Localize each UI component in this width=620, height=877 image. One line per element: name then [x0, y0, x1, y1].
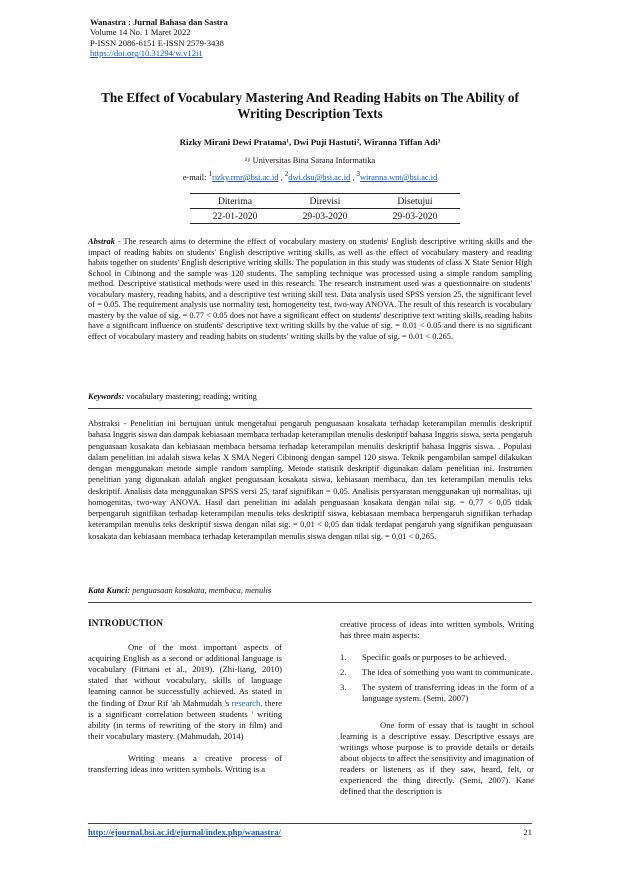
section-heading-introduction: INTRODUCTION — [88, 619, 164, 629]
divider — [88, 408, 532, 409]
email-prefix: e-mail: — [182, 172, 209, 182]
intro-paragraph-2: Writing means a creative process of transferring ideas into written symbols. Writing is a — [88, 752, 282, 775]
email-2-link[interactable]: dwi.dsu@bsi.ac.id — [288, 172, 351, 182]
date-approved: 29-03-2020 — [370, 209, 460, 224]
dates-header-row — [190, 194, 460, 209]
journal-doi-link[interactable]: https://doi.org/10.31294/w.v12i1 — [90, 48, 203, 59]
list-item — [340, 652, 534, 663]
date-header-approved: Disetujui — [370, 194, 460, 209]
email-3-link[interactable]: wiranna.wnt@bsi.ac.id — [360, 172, 438, 182]
date-header-revised: Direvisi — [280, 194, 370, 209]
list-item-text: The idea of something you want to communicate. — [362, 667, 533, 678]
abstract-label: Abstrak — [88, 237, 115, 246]
intro-paragraph-1 — [88, 642, 282, 742]
writing-aspects-list — [340, 652, 534, 704]
list-item-text: Specific goals or purposes to be achieved. — [362, 652, 507, 663]
date-header-received: Diterima — [190, 194, 280, 209]
email-3-sup: 3 — [356, 170, 360, 178]
paragraph-gap — [340, 709, 534, 720]
keywords-label: Keywords: — [88, 392, 125, 401]
submission-dates-table — [190, 193, 460, 224]
abstract-english — [88, 237, 532, 342]
paper-title: The Effect of Vocabulary Mastering And Reading Habits on The Ability of Writing Description Texts — [101, 90, 519, 121]
keywords — [88, 392, 532, 401]
date-received: 22-01-2020 — [190, 209, 280, 224]
divider — [88, 602, 532, 603]
journal-volume: Volume 14 No. 1 Maret 2022 — [90, 27, 191, 38]
list-item — [340, 667, 534, 678]
footer-journal-link[interactable]: http://ejournal.bsi.ac.id/ejurnal/index.php/wanastra/ — [88, 827, 281, 837]
author-list: Rizky Mirani Dewi Pratama¹, Dwi Puji Hastuti², Wiranna Tiffan Adi³ — [179, 137, 441, 147]
affiliation: ¹ʲʳ Universitas Bina Sarana Informatika — [244, 156, 376, 165]
date-revised: 29-03-2020 — [280, 209, 370, 224]
email-1-link[interactable]: rizky.rmr@bsi.ac.id — [212, 172, 279, 182]
list-item — [340, 682, 534, 704]
paragraph-gap — [340, 641, 534, 652]
intro-p1-start: One of the most important aspects of acquiring English as a second or additional language is vocabulary (Fitriani et al., 2019). (Zhi-liang, 2010) stated that without vocabulary, skills of language learning cannot be successfully achieved. As stated in the finding of Dzur Rif 'ah Mahmudah 's — [88, 642, 282, 708]
intro-paragraph-3: creative process of ideas into written symbols. Writing has three main aspects: — [340, 619, 534, 641]
kata-kunci-label: Kata Kunci: — [88, 586, 131, 595]
column-right — [340, 619, 534, 797]
journal-name: Wanastra : Jurnal Bahasa dan Sastra — [90, 17, 228, 27]
email-2-sup: 2 — [284, 170, 289, 178]
author-emails — [80, 170, 540, 182]
list-item-number: 1. — [340, 652, 347, 663]
intro-paragraph-4: One form of essay that is taught in school learning is a descriptive essay. Descriptive essays are writings whose purpose is to provide details or details about objects to affect the sensitivity and imagination of readers or listeners as if they saw, heard, felt, or experienced the thing directly. (Semi, 2007). Kane defined that the description is — [340, 719, 534, 797]
email-sep-2: , — [350, 172, 357, 182]
column-left — [88, 619, 282, 775]
journal-issn: P-ISSN 2086-6151 E-ISSN 2579-3438 — [90, 37, 224, 48]
email-sep-1: , — [278, 172, 285, 182]
abstract-text: - The research aims to determine the effect of vocabulary mastery on students' English descriptive writing skills and the impact of reading habits on students' English descriptive writing skills, as well as the effect of vocabulary mastery and reading habits together on students' English descriptive writing skills. The population in this study was students of class X State Senior High School in Cibinong and the sample was 120 students. The sampling technique was processed using a simple random sampling method. Descriptive statistical methods were used in this research. The research instrument used was a questionnaire on students' vocabulary mastery, reading habits, and a descriptive test writing skill test. Data analysis used SPSS version 25, the significant level of = 0.05. The requirement analysis use normality test, homogeneity test, two-way ANOVA. The result of this research is vocabulary mastery by the value of sig. = 0.77 < 0.05 does not have a significant effect on students' descriptive text writing skills, reading habits have a significant influence on students' descriptive text writing skills by the value of sig. = 0.01 < 0.05 and there is no significant effect of vocabulary mastery and reading habits on students' writing skills by the value of sig. = 0.01 < 0.265. — [88, 237, 532, 341]
list-item-number: 2. — [340, 667, 347, 678]
intro-p1-end: there is a significant correlation between students ' writing ability (in terms of rewriting of the story in film) and their vocabulary mastery. (Mahmudah, 2014) — [88, 697, 282, 741]
page-number: 21 — [523, 827, 532, 837]
kata-kunci-text: penguasaan kosakata, membaca, menulis — [130, 586, 272, 595]
abstract-indonesian: Abstraksi - Penelitian ini bertujuan untuk mengetahui pengaruh penguasaan kosakata terhadap keterampilan menulis deskriptif bahasa Inggris siswa dan dampak kebiasaan membaca terhadap keterampilan menulis deskriptif bahasa Inggris siswa, serta pengaruh penguasaan kosakata dan kebiasaan membaca bersama terhadap keterampilan menulis deskriptif bahasa Inggris siswa. . Populasi dalam penelitian ini adalah siswa kelas X SMA Negeri Cibinong dengan sampel 120 siswa. Teknik pengambilan sampel dilakukan dengan menggunakan metode simple random sampling. Metode statistik deskriptif digunakan dalam penelitian ini. Instrumen penelitian yang digunakan adalah angket penguasaan kosakata siswa, kebiasaan membaca, dan tes keterampilan menulis teks deskriptif. Analisis data menggunakan SPSS versi 25, taraf signifikan = 0,05. Analisis persyaratan menggunakan uji normalitas, uji homogenitas, two-way ANOVA. Hasil dari penelitian ini adalah penguasaan kosakata dengan nilai sig. = 0,77 < 0,05 tidak berpengaruh signifikan terhadap keterampilan menulis teks deskriptif siswa, kebiasaan membaca berpengaruh signifikan terhadap keterampilan menulis teks deskriptif siswa dengan nilai sig. = 0,01 < 0,05 dan tidak terdapat pengaruh yang signifikan penguasaan kosakata dan kebiasaan membaca terhadap keterampilan menulis siswa dengan nilai sig. = 0,01 < 0,265. — [88, 419, 532, 541]
email-1-sup: 1 — [208, 170, 213, 178]
kata-kunci — [88, 586, 532, 595]
paragraph-gap — [88, 742, 282, 753]
keywords-text: vocabulary mastering; reading; writing — [124, 392, 257, 401]
list-item-number: 3. — [340, 682, 347, 693]
list-item-text: The system of transferring ideas in the form of a language system. (Semi, 2007) — [362, 682, 534, 704]
journal-header — [90, 17, 228, 59]
dates-value-row — [190, 209, 460, 224]
intro-p1-highlight: research, — [231, 697, 263, 708]
footer-divider — [88, 823, 532, 824]
